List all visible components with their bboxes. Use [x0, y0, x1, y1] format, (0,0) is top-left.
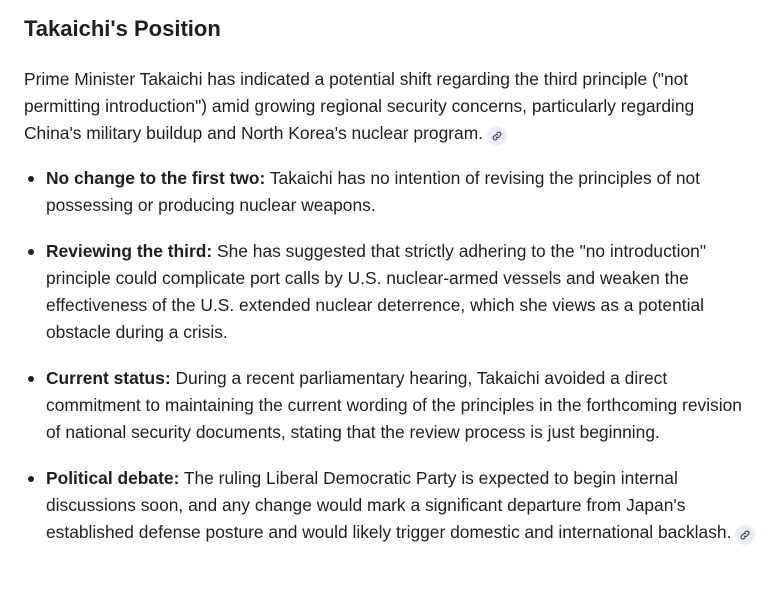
list-item — [24, 165, 756, 219]
points-list — [24, 165, 756, 546]
point-text: During a recent parliamentary hearing, Takaichi avoided a direct commitment to maintaining the current wording of the principles in the forthcoming revision of national security documents, stating that the review process is just beginning. — [46, 368, 742, 442]
point-label: Reviewing the third: — [46, 241, 213, 261]
intro-paragraph — [24, 66, 756, 147]
point-label: Political debate: — [46, 468, 180, 488]
intro-text: Prime Minister Takaichi has indicated a potential shift regarding the third principle ("not permitting introduction") amid growing regional security concerns, particularly regarding China's military buildup and North Korea's nuclear program. — [24, 69, 695, 143]
point-text: She has suggested that strictly adhering to the "no introduction" principle could complicate port calls by U.S. nuclear-armed vessels and weaken the effectiveness of the U.S. extended nuclear deterrence, which she views as a potential obstacle during a crisis. — [46, 241, 706, 342]
point-text: The ruling Liberal Democratic Party is expected to begin internal discussions soon, and any change would mark a significant departure from Japan's established defense posture and would likely trigger domestic and international backlash. — [46, 468, 732, 542]
link-icon — [739, 529, 751, 541]
list-item — [24, 465, 756, 546]
citation-chip[interactable] — [487, 126, 507, 146]
point-label: Current status: — [46, 368, 171, 388]
list-item — [24, 365, 756, 446]
citation-chip[interactable] — [735, 525, 755, 545]
point-text: Takaichi has no intention of revising the principles of not possessing or producing nuclear weapons. — [46, 168, 701, 215]
point-label: No change to the first two: — [46, 168, 266, 188]
link-icon — [491, 130, 503, 142]
section-title: Takaichi's Position — [24, 16, 221, 41]
list-item — [24, 238, 756, 346]
